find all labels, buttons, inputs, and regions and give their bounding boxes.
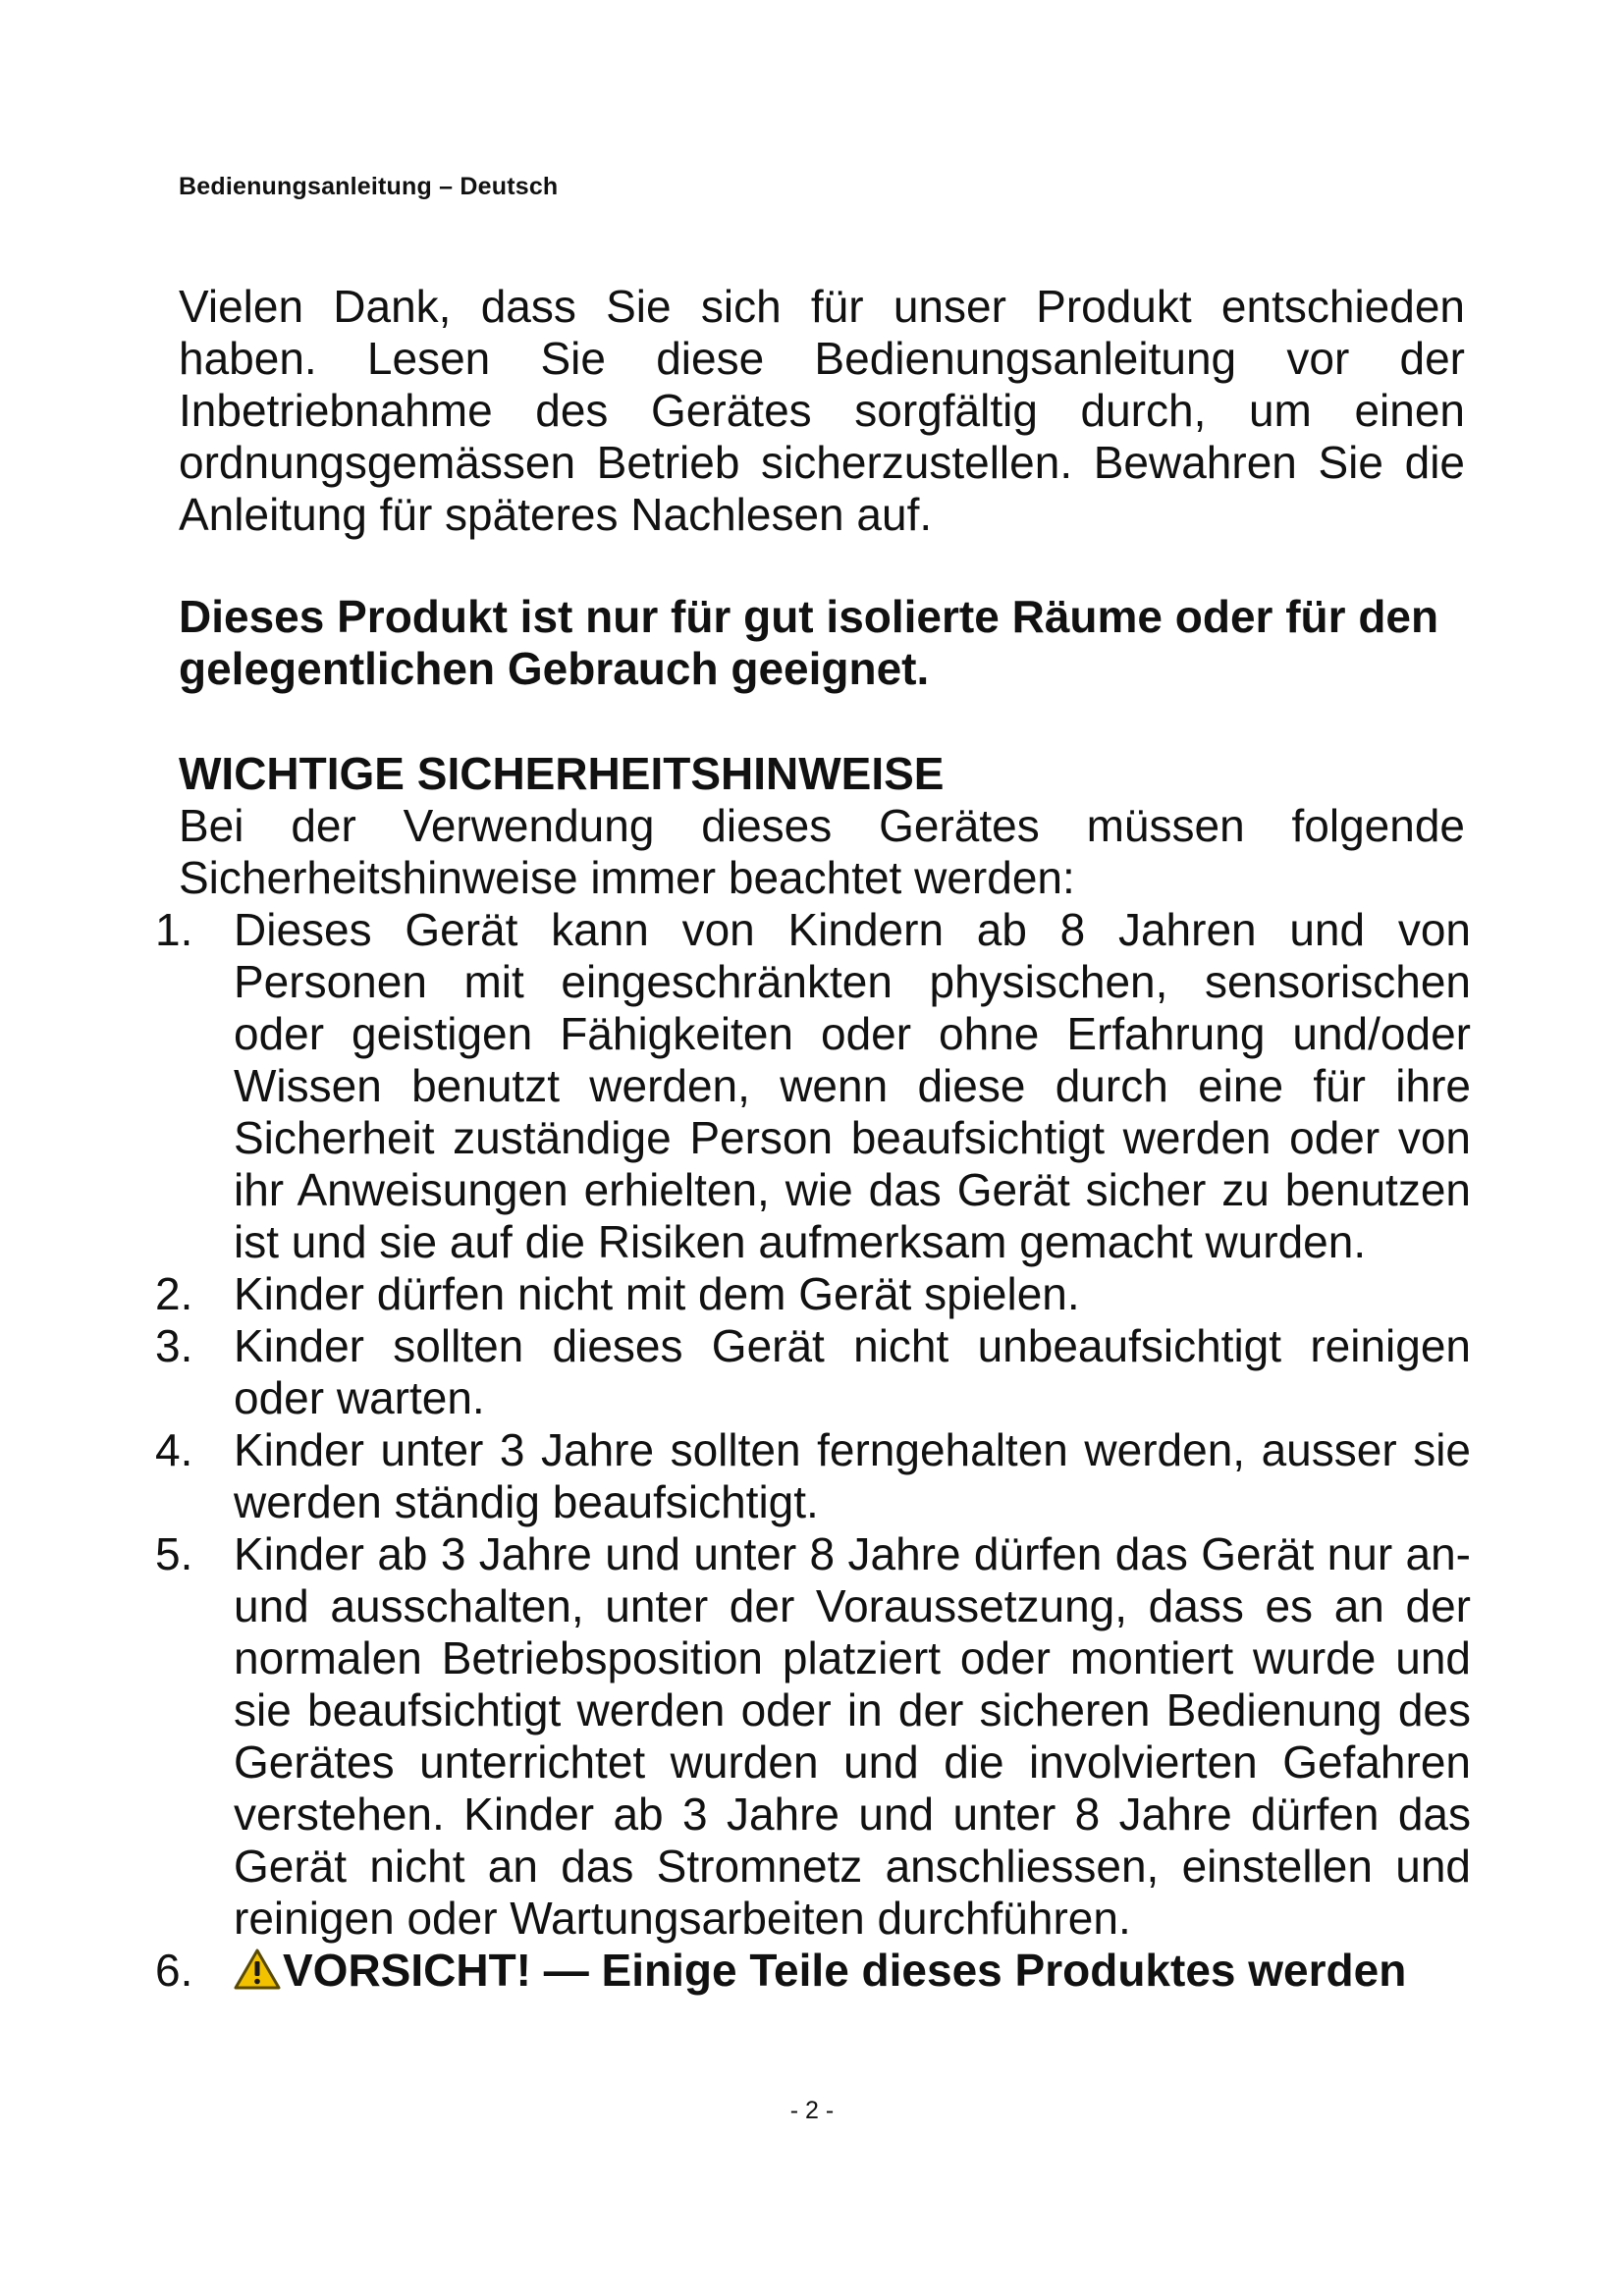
safety-intro: Bei der Verwendung dieses Gerätes müssen folgende Sicherheitshinweise immer beachtet werden:	[179, 800, 1465, 903]
list-item-text: Kinder unter 3 Jahre sollten ferngehalten werden, ausser sie werden ständig beaufsichtigt.	[234, 1424, 1471, 1527]
warning-item-text	[234, 1945, 1471, 1997]
list-item-number: 2.	[155, 1268, 193, 1319]
list-item-number: 3.	[155, 1320, 193, 1371]
safety-section-title: WICHTIGE SICHERHEITSHINWEISE	[179, 748, 945, 799]
list-item	[155, 1945, 1471, 1997]
list-item-text: Kinder dürfen nicht mit dem Gerät spielen.	[234, 1268, 1080, 1319]
safety-instructions-list	[155, 904, 1471, 1997]
list-item-number: 4.	[155, 1424, 193, 1475]
list-item-number: 6.	[155, 1945, 193, 1996]
list-item	[155, 1320, 1471, 1424]
list-item-number: 1.	[155, 904, 193, 955]
list-item	[155, 1424, 1471, 1528]
list-item-text: Dieses Gerät kann von Kindern ab 8 Jahren und von Personen mit eingeschränkten physischen, sensorischen oder geistigen Fähigkeiten oder ohne Erfahrung und/oder Wissen benutzt werden, wenn diese durch eine für ihre Sicherheit zuständige Person beaufsichtigt werden oder von ihr Anweisungen erhielten, wie das Gerät sicher zu benutzen ist und sie auf die Risiken aufmerksam gemacht wurden.	[234, 904, 1471, 1267]
list-item-text: Kinder ab 3 Jahre und unter 8 Jahre dürfen das Gerät nur an- und ausschalten, unter der Voraussetzung, dass es an der normalen Betriebsposition platziert oder montiert wurde und sie beaufsichtigt werden oder in der sicheren Bedienung des Gerätes unterrichtet wurden und die involvierten Gefahren verstehen. Kinder ab 3 Jahre und unter 8 Jahre dürfen das Gerät nicht an das Stromnetz anschliessen, einstellen und reinigen oder Wartungsarbeiten durchführen.	[234, 1528, 1471, 1944]
warning-triangle-icon	[234, 1949, 281, 1990]
list-item	[155, 1268, 1471, 1320]
list-item-number: 5.	[155, 1528, 193, 1579]
usage-notice: Dieses Produkt ist nur für gut isolierte Räume oder für den gelegentlichen Gebrauch geeignet.	[179, 591, 1439, 694]
intro-paragraph: Vielen Dank, dass Sie sich für unser Produkt entschieden haben. Lesen Sie diese Bedienungsanleitung vor der Inbetriebnahme des Gerätes sorgfältig durch, um einen ordnungsgemässen Betrieb sicherzustellen. Bewahren Sie die Anleitung für späteres Nachlesen auf.	[179, 281, 1465, 540]
warning-text: — Einige Teile dieses Produktes werden	[543, 1945, 1407, 1996]
list-item-text: Kinder sollten dieses Gerät nicht unbeaufsichtigt reinigen oder warten.	[234, 1320, 1471, 1423]
list-item	[155, 904, 1471, 1268]
page-header: Bedienungsanleitung – Deutsch	[179, 173, 559, 200]
list-item	[155, 1528, 1471, 1945]
warning-label: VORSICHT!	[283, 1945, 531, 1996]
page-number: - 2 -	[789, 2097, 835, 2124]
